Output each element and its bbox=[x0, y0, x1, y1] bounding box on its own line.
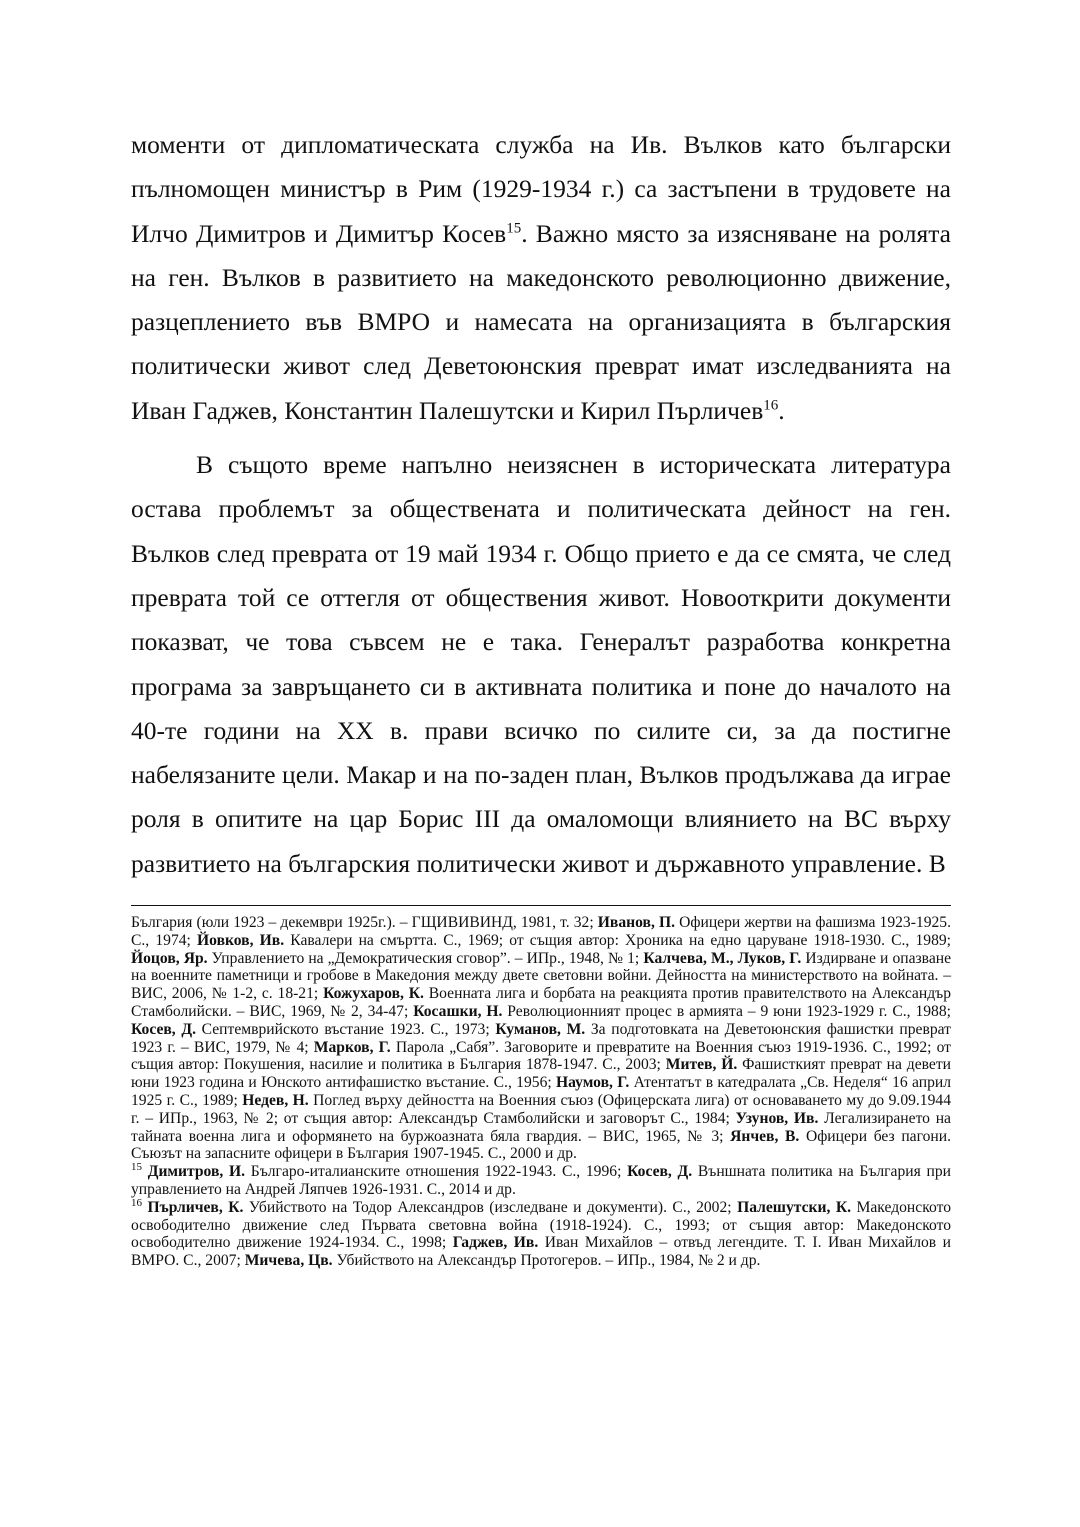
author-name: Кожухаров, К. bbox=[323, 985, 424, 1003]
author-name: Палешутски, К. bbox=[737, 1198, 852, 1216]
footnote-text: Българо-италианските отношения 1922-1943. С., 1996; bbox=[245, 1163, 628, 1181]
footnote-text: Външната политика на България при управлението на Андрей Ляпчев 1926-1931. С., 2014 и др. bbox=[131, 1163, 951, 1198]
author-name: Иванов, П. bbox=[597, 914, 675, 931]
author-name: Йовков, Ив. bbox=[197, 931, 285, 949]
footnote-15 bbox=[131, 1160, 951, 1199]
footnote-ref-16: 16 bbox=[763, 397, 779, 414]
author-name: Йоцов, Яр. bbox=[131, 949, 208, 967]
author-name: Наумов, Г. bbox=[556, 1074, 630, 1092]
footnote-text: Убийството на Тодор Александров (изследване и документи). С., 2002; bbox=[243, 1198, 738, 1216]
author-name: Недев, Н. bbox=[242, 1091, 309, 1109]
footnote-text: Убийството на Александър Протогеров. – ИПр., 1984, № 2 и др. bbox=[332, 1252, 761, 1270]
footnote-continued bbox=[131, 914, 951, 1163]
footnote-text: Парола „Сабя”. Заговорите и превратите на Военния съюз 1919-1936. С., 1992; от същия автор: Покушения, насилие и политика в България 1878-1947. С., 2003; bbox=[131, 1038, 951, 1074]
footnote-text: Офицери жертви на фашизма 1923-1925. С., 1974; bbox=[131, 914, 951, 949]
author-name: Калчева, М., Луков, Г. bbox=[643, 949, 802, 967]
paragraph-1 bbox=[131, 123, 951, 433]
footnote-text: Кавалери на смъртта. С., 1969; от същия автор: Хроника на едно царуване 1918-1930. С., 1989; bbox=[284, 931, 952, 949]
author-name: Димитров, И. bbox=[147, 1163, 246, 1181]
author-name: Косев, Д. bbox=[131, 1020, 196, 1038]
footnote-text: Легализирането на тайната военна лига и оформянето на буржоазната бяла гвардия. – ВИС, 1965, № 3; bbox=[131, 1109, 951, 1145]
footnote-text: Офицери без пагони. Съюзът на запасните офицери в България 1907-1945. С., 2000 и др. bbox=[131, 1127, 951, 1163]
footnote-ref-15: 15 bbox=[506, 220, 522, 237]
footnotes bbox=[131, 914, 951, 1270]
footnote-text: Управлението на „Демократическия сговор”. – ИПр., 1948, № 1; bbox=[207, 949, 644, 967]
paragraph-1-part-2: . Важно място за изясняване на ролята на ген. Вълков в развитието на македонското революционно движение, разцеплението във ВМРО и намесата на организацията в българския политически живот след Деветоюнския преврат имат изследванията на Иван Гаджев, Константин Палешутски и Кирил Пърличев bbox=[131, 218, 951, 425]
footnote-text: За подготовката на Деветоюнския фашистки преврат 1923 г. – ВИС, 1979, № 4; bbox=[131, 1020, 951, 1056]
footnote-text: Издирване и опазване на военните паметници и гробове в Македония между двете световни войни. Дейността на министерството на войната. – ВИС, 2006, № 1-2, с. 18-21; bbox=[131, 949, 952, 1003]
footnote-number: 16 bbox=[131, 1196, 142, 1209]
author-name: Гаджев, Ив. bbox=[452, 1234, 539, 1252]
paragraph-2: В същото време напълно неизяснен в историческата литература остава проблемът за обществената и политическата дейност на ген. Вълков след преврата от 19 май 1934 г. Общо прието е да се смята, че след преврата той се оттегля от обществения живот. Новооткрити документи показват, че това съвсем не е така. Генералът разработва конкретна програма за завръщането си в активната политика и поне до началото на 40-те години на XX в. прави всичко по силите си, за да постигне набелязаните цели. Макар и на по-заден план, Вълков продължава да играе роля в опитите на цар Борис III да омаломощи влиянието на ВС върху развитието на българския политически живот и държавното управление. В bbox=[131, 450, 951, 878]
author-name: Мичева, Цв. bbox=[244, 1252, 333, 1270]
footnote-text: България (юли 1923 – декември 1925г.). – ГЩИВИВИНД, 1981, т. 32; bbox=[131, 914, 598, 931]
footnote-16 bbox=[131, 1196, 951, 1270]
main-text bbox=[131, 123, 951, 886]
author-name: Марков, Г. bbox=[313, 1038, 391, 1056]
paragraph-1-part-1: моменти от дипломатическата служба на Ив. Вълков като български пълномощен министър в Рим (1929-1934 г.) са застъпени в трудовете на Илчо Димитров и Димитър Косев bbox=[131, 130, 951, 248]
footnote-text: Революционният процес в армията – 9 юни 1923-1929 г. С., 1988; bbox=[502, 1002, 951, 1020]
author-name: Янчев, В. bbox=[730, 1127, 800, 1145]
footnote-text: Атентатът в катедралата „Св. Неделя“ 16 април 1925 г. С., 1989; bbox=[131, 1074, 951, 1109]
footnote-text: Военната лига и борбата на реакцията против правителството на Александър Стамболийски. – ВИС, 1969, № 2, 34-47; bbox=[131, 985, 951, 1020]
author-name: Узунов, Ив. bbox=[735, 1109, 819, 1127]
footnote-text: Септемврийското въстание 1923. С., 1973; bbox=[195, 1020, 496, 1038]
footnote-text: Поглед върху дейността на Военния съюз (Офицерската лига) от основаването му до 9.09.1944 г. – ИПр., 1963, № 2; от същия автор: Александър Стамболийски и заговорът С., 1984; bbox=[131, 1091, 951, 1127]
paragraph-1-part-3: . bbox=[778, 395, 785, 425]
author-name: Пърличев, К. bbox=[147, 1198, 244, 1216]
footnote-number: 15 bbox=[131, 1160, 142, 1173]
author-name: Куманов, М. bbox=[495, 1020, 586, 1038]
footnote-text: Иван Михайлов – отвъд легендите. Т. I. Иван Михайлов и ВМРО. С., 2007; bbox=[131, 1234, 951, 1270]
author-name: Косашки, Н. bbox=[413, 1002, 503, 1020]
footnote-separator bbox=[131, 905, 951, 906]
footnote-text: Македонското освободително движение след Първата световна война (1918-1924). С., 1993; от същия автор: Македонското освободително движение 1924-1934. С., 1998; bbox=[131, 1198, 951, 1252]
footnote-text: Фашисткият преврат на девети юни 1923 година и Юнското антифашистко въстание. С., 1956; bbox=[131, 1056, 951, 1092]
author-name: Митев, Й. bbox=[665, 1056, 738, 1074]
author-name: Косев, Д. bbox=[627, 1163, 693, 1181]
